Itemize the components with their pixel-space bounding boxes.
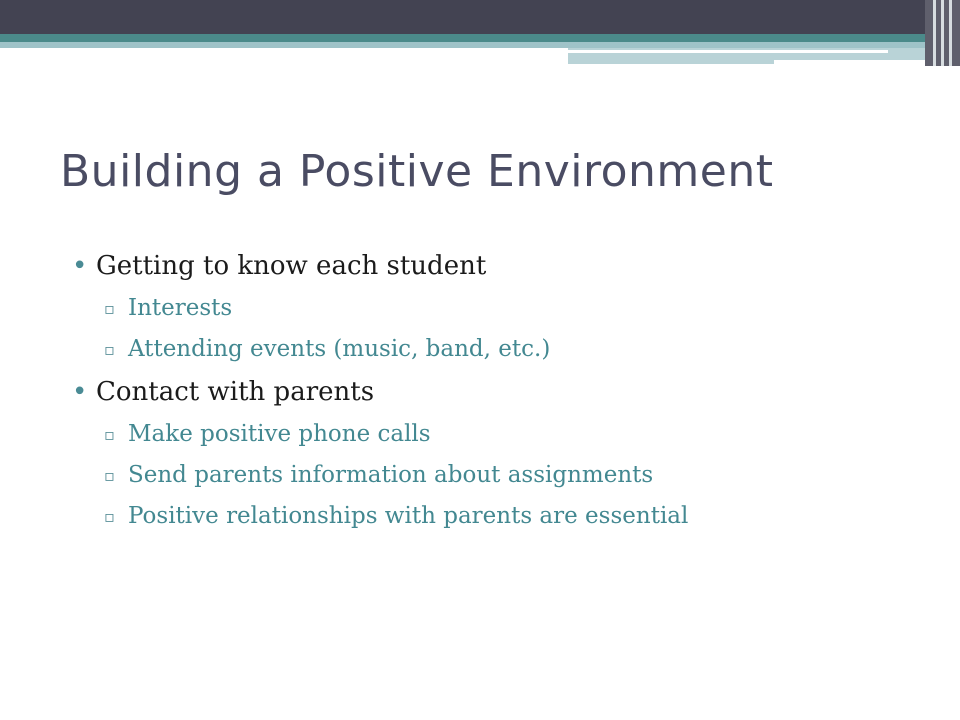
slide-title: Building a Positive Environment xyxy=(60,146,774,197)
sub-bullet-square-icon: ▫ xyxy=(104,299,115,318)
bullet-dot-icon: • xyxy=(72,251,88,281)
sub-bullet-text: Send parents information about assignments xyxy=(128,462,654,488)
bullet-text: Getting to know each student xyxy=(96,251,487,281)
header-bar xyxy=(0,0,960,34)
sub-bullet-square-icon: ▫ xyxy=(104,466,115,485)
sub-bullet-text: Interests xyxy=(128,295,233,321)
sub-bullet-item xyxy=(72,414,932,455)
sub-bullet-square-icon: ▫ xyxy=(104,507,115,526)
sub-bullet-item xyxy=(72,288,932,329)
sub-bullet-square-icon: ▫ xyxy=(104,425,115,444)
sub-bullet-text: Positive relationships with parents are essential xyxy=(128,503,689,529)
bullet-dot-icon: • xyxy=(72,377,88,407)
sub-bullet-item xyxy=(72,329,932,370)
sub-bullet-text: Attending events (music, band, etc.) xyxy=(128,336,551,362)
sub-bullet-item xyxy=(72,496,932,537)
corner-stripe xyxy=(933,0,936,66)
bullet-text: Contact with parents xyxy=(96,377,375,407)
sub-bullet-text: Make positive phone calls xyxy=(128,421,431,447)
bullet-item xyxy=(72,244,932,288)
corner-stripe xyxy=(949,0,952,66)
header-accent-band xyxy=(0,34,960,42)
header-step-line xyxy=(568,50,888,53)
slide-body xyxy=(72,244,932,537)
sub-bullet-item xyxy=(72,455,932,496)
bullet-item xyxy=(72,370,932,414)
header-corner-decoration xyxy=(925,0,960,66)
corner-stripe xyxy=(941,0,944,66)
sub-bullet-square-icon: ▫ xyxy=(104,340,115,359)
